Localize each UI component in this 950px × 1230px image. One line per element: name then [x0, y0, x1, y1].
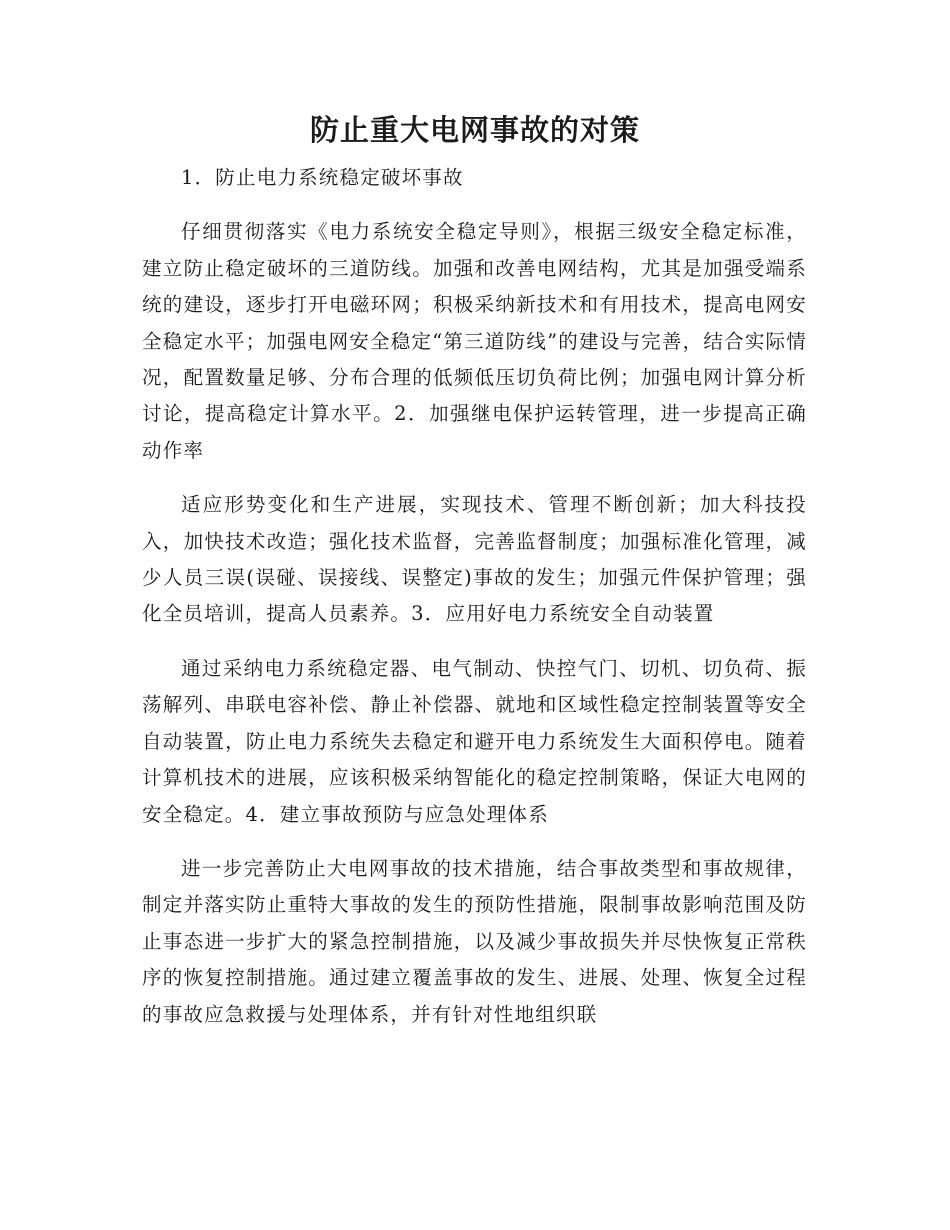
paragraph-2: 适应形势变化和生产进展，实现技术、管理不断创新；加大科技投入，加快技术改造；强化技术监督，完善监督制度；加强标准化管理，减少人员三误(误碰、误接线、误整定)事故的发生；加强元件保护管理；强化全员培训，提高人员素养。3．应用好电力系统安全自动装置: [142, 493, 807, 626]
paragraph-3: 通过采纳电力系统稳定器、电气制动、快控气门、切机、切负荷、振荡解列、串联电容补偿、静止补偿器、就地和区域性稳定控制装置等安全自动装置，防止电力系统失去稳定和避开电力系统发生大面积停电。随着计算机技术的进展，应该积极采纳智能化的稳定控制策略，保证大电网的安全稳定。4．建立事故预防与应急处理体系: [142, 656, 807, 826]
paragraph-gap: [142, 469, 807, 487]
paragraph-gap: [142, 196, 807, 214]
paragraph-gap: [142, 633, 807, 651]
document-body: [142, 160, 807, 1033]
paragraph-4: 进一步完善防止大电网事故的技术措施，结合事故类型和事故规律，制定并落实防止重特大事故的发生的预防性措施，限制事故影响范围及防止事态进一步扩大的紧急控制措施，以及减少事故损失并尽快恢复正常秩序的恢复控制措施。通过建立覆盖事故的发生、进展、处理、恢复全过程的事故应急救援与处理体系，并有针对性地组织联: [142, 856, 807, 1026]
paragraph-1: 仔细贯彻落实《电力系统安全稳定导则》，根据三级安全稳定标准，建立防止稳定破坏的三道防线。加强和改善电网结构，尤其是加强受端系统的建设，逐步打开电磁环网；积极采纳新技术和有用技术，提高电网安全稳定水平；加强电网安全稳定“第三道防线”的建设与完善，结合实际情况，配置数量足够、分布合理的低频低压切负荷比例；加强电网计算分析讨论，提高稳定计算水平。2．加强继电保护运转管理，进一步提高正确动作率: [142, 220, 807, 462]
document-title: 防止重大电网事故的对策: [309, 113, 640, 147]
paragraph-gap: [142, 833, 807, 851]
section-heading-1: 1．防止电力系统稳定破坏事故: [181, 166, 464, 189]
